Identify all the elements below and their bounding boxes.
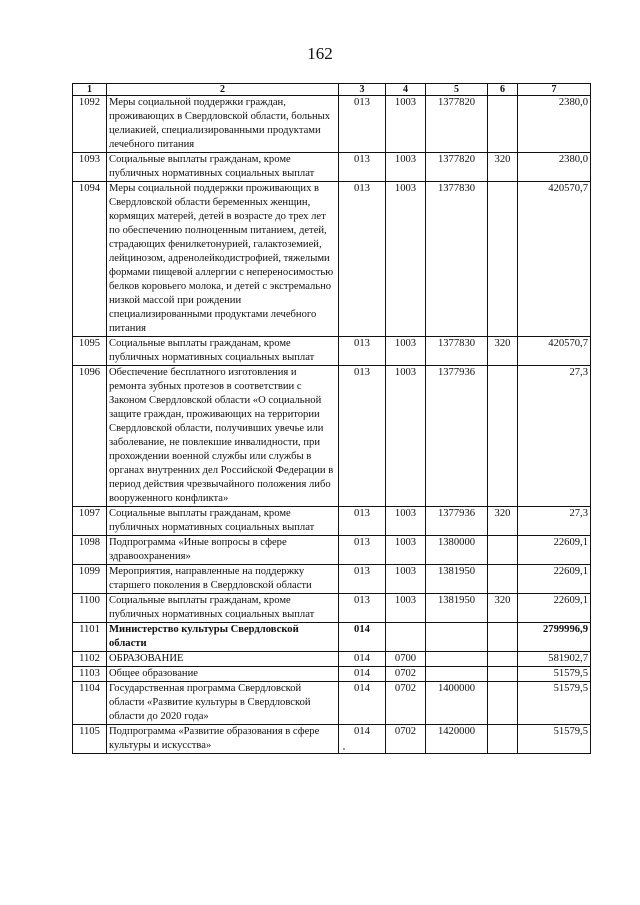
row-ministry-code: 013 bbox=[339, 536, 386, 565]
row-ministry-code: 014 bbox=[339, 682, 386, 725]
row-number: 1102 bbox=[73, 652, 107, 667]
row-expense-type bbox=[488, 623, 518, 652]
header-col-3: 3 bbox=[339, 84, 386, 96]
row-section-code: 1003 bbox=[386, 507, 426, 536]
row-target-code bbox=[426, 667, 488, 682]
table-row bbox=[73, 682, 591, 725]
row-number: 1105 bbox=[73, 725, 107, 754]
row-number: 1093 bbox=[73, 153, 107, 182]
row-expense-type bbox=[488, 96, 518, 153]
row-target-code: 1400000 bbox=[426, 682, 488, 725]
row-expense-type bbox=[488, 652, 518, 667]
row-amount: 2799996,9 bbox=[518, 623, 591, 652]
row-expense-type bbox=[488, 366, 518, 507]
row-expense-type bbox=[488, 182, 518, 337]
row-section-code: 1003 bbox=[386, 182, 426, 337]
row-name: Государственная программа Свердловской области «Развитие культуры в Свердловской области до 2020 года» bbox=[107, 682, 339, 725]
row-section-code: 1003 bbox=[386, 565, 426, 594]
row-expense-type: 320 bbox=[488, 153, 518, 182]
row-ministry-code: 013 bbox=[339, 366, 386, 507]
row-amount: 27,3 bbox=[518, 507, 591, 536]
row-expense-type bbox=[488, 536, 518, 565]
row-expense-type bbox=[488, 565, 518, 594]
row-number: 1101 bbox=[73, 623, 107, 652]
row-section-code: 1003 bbox=[386, 366, 426, 507]
row-ministry-code: 013 bbox=[339, 594, 386, 623]
row-target-code: 1377936 bbox=[426, 507, 488, 536]
row-ministry-code: 014 bbox=[339, 667, 386, 682]
row-ministry-code: 013 bbox=[339, 565, 386, 594]
row-name: Общее образование bbox=[107, 667, 339, 682]
row-ministry-code: 013 bbox=[339, 153, 386, 182]
row-section-code: 1003 bbox=[386, 536, 426, 565]
table-header-row bbox=[73, 84, 591, 96]
row-target-code bbox=[426, 623, 488, 652]
row-amount: 27,3 bbox=[518, 366, 591, 507]
row-expense-type: 320 bbox=[488, 507, 518, 536]
header-col-1: 1 bbox=[73, 84, 107, 96]
row-section-code bbox=[386, 623, 426, 652]
row-amount: 420570,7 bbox=[518, 337, 591, 366]
header-col-6: 6 bbox=[488, 84, 518, 96]
scan-dot bbox=[343, 748, 345, 750]
row-expense-type bbox=[488, 667, 518, 682]
budget-table bbox=[72, 83, 591, 754]
table-row bbox=[73, 536, 591, 565]
row-number: 1094 bbox=[73, 182, 107, 337]
page-number: 162 bbox=[307, 44, 333, 63]
row-expense-type bbox=[488, 725, 518, 754]
row-ministry-code: 013 bbox=[339, 337, 386, 366]
row-number: 1104 bbox=[73, 682, 107, 725]
header-col-2: 2 bbox=[107, 84, 339, 96]
row-section-code: 0702 bbox=[386, 682, 426, 725]
row-number: 1103 bbox=[73, 667, 107, 682]
row-section-code: 0702 bbox=[386, 667, 426, 682]
row-amount: 420570,7 bbox=[518, 182, 591, 337]
table-row bbox=[73, 565, 591, 594]
row-expense-type: 320 bbox=[488, 594, 518, 623]
header-col-5: 5 bbox=[426, 84, 488, 96]
row-target-code bbox=[426, 652, 488, 667]
row-section-code: 0700 bbox=[386, 652, 426, 667]
table-row bbox=[73, 667, 591, 682]
table-row bbox=[73, 182, 591, 337]
row-ministry-code: 013 bbox=[339, 182, 386, 337]
row-amount: 2380,0 bbox=[518, 153, 591, 182]
row-name: Социальные выплаты гражданам, кроме публичных нормативных социальных выплат bbox=[107, 507, 339, 536]
row-name: Социальные выплаты гражданам, кроме публичных нормативных социальных выплат bbox=[107, 594, 339, 623]
row-ministry-code: 013 bbox=[339, 96, 386, 153]
table-row bbox=[73, 725, 591, 754]
row-section-code: 1003 bbox=[386, 96, 426, 153]
row-target-code: 1377820 bbox=[426, 153, 488, 182]
row-target-code: 1377820 bbox=[426, 96, 488, 153]
row-ministry-code: 014 bbox=[339, 623, 386, 652]
table-row bbox=[73, 594, 591, 623]
row-amount: 22609,1 bbox=[518, 536, 591, 565]
row-name: ОБРАЗОВАНИЕ bbox=[107, 652, 339, 667]
row-number: 1098 bbox=[73, 536, 107, 565]
row-amount: 2380,0 bbox=[518, 96, 591, 153]
row-name: Подпрограмма «Иные вопросы в сфере здравоохранения» bbox=[107, 536, 339, 565]
row-ministry-code: 014 bbox=[339, 725, 386, 754]
row-amount: 22609,1 bbox=[518, 594, 591, 623]
row-amount: 51579,5 bbox=[518, 725, 591, 754]
row-expense-type bbox=[488, 682, 518, 725]
row-section-code: 0702 bbox=[386, 725, 426, 754]
table-row bbox=[73, 652, 591, 667]
row-number: 1097 bbox=[73, 507, 107, 536]
row-name: Социальные выплаты гражданам, кроме публичных нормативных социальных выплат bbox=[107, 337, 339, 366]
header-col-4: 4 bbox=[386, 84, 426, 96]
row-name: Мероприятия, направленные на поддержку старшего поколения в Свердловской области bbox=[107, 565, 339, 594]
row-number: 1095 bbox=[73, 337, 107, 366]
row-name: Меры социальной поддержки проживающих в Свердловской области беременных женщин, кормящих матерей, детей в возрасте до трех лет по обеспечению полноценным питанием, детей, страдающих фенилкетонурией, галактоземией, лейцинозом, адренолейкодистрофией, тяжелыми формами пищевой аллергии с непереносимостью белков коровьего молока, и детей с экстремально низкой массой при рождении специализированными продуктами лечебного питания bbox=[107, 182, 339, 337]
row-expense-type: 320 bbox=[488, 337, 518, 366]
header-col-7: 7 bbox=[518, 84, 591, 96]
table-row bbox=[73, 337, 591, 366]
row-ministry-code: 013 bbox=[339, 507, 386, 536]
row-number: 1096 bbox=[73, 366, 107, 507]
row-ministry-code: 014 bbox=[339, 652, 386, 667]
row-number: 1099 bbox=[73, 565, 107, 594]
row-target-code: 1377936 bbox=[426, 366, 488, 507]
row-number: 1100 bbox=[73, 594, 107, 623]
row-name: Обеспечение бесплатного изготовления и ремонта зубных протезов в соответствии с Законом Свердловской области «О социальной защите граждан, проживающих на территории Свердловской области, получивших увечье или заболевание, не повлекшие инвалидности, при прохождении военной службы или службы в органах внутренних дел Российской Федерации в период действия чрезвычайного положения либо вооруженного конфликта» bbox=[107, 366, 339, 507]
table-row bbox=[73, 507, 591, 536]
row-target-code: 1420000 bbox=[426, 725, 488, 754]
row-target-code: 1377830 bbox=[426, 337, 488, 366]
row-amount: 22609,1 bbox=[518, 565, 591, 594]
row-amount: 51579,5 bbox=[518, 682, 591, 725]
row-section-code: 1003 bbox=[386, 153, 426, 182]
table-row bbox=[73, 153, 591, 182]
row-number: 1092 bbox=[73, 96, 107, 153]
table-row bbox=[73, 366, 591, 507]
row-target-code: 1381950 bbox=[426, 594, 488, 623]
row-section-code: 1003 bbox=[386, 594, 426, 623]
table-row bbox=[73, 623, 591, 652]
row-section-code: 1003 bbox=[386, 337, 426, 366]
row-target-code: 1381950 bbox=[426, 565, 488, 594]
row-amount: 51579,5 bbox=[518, 667, 591, 682]
table-row bbox=[73, 96, 591, 153]
row-name: Подпрограмма «Развитие образования в сфере культуры и искусства» bbox=[107, 725, 339, 754]
row-name: Социальные выплаты гражданам, кроме публичных нормативных социальных выплат bbox=[107, 153, 339, 182]
row-amount: 581902,7 bbox=[518, 652, 591, 667]
row-name: Министерство культуры Свердловской области bbox=[107, 623, 339, 652]
row-name: Меры социальной поддержки граждан, проживающих в Свердловской области, больных целиакией, специализированными продуктами лечебного питания bbox=[107, 96, 339, 153]
row-target-code: 1380000 bbox=[426, 536, 488, 565]
row-target-code: 1377830 bbox=[426, 182, 488, 337]
